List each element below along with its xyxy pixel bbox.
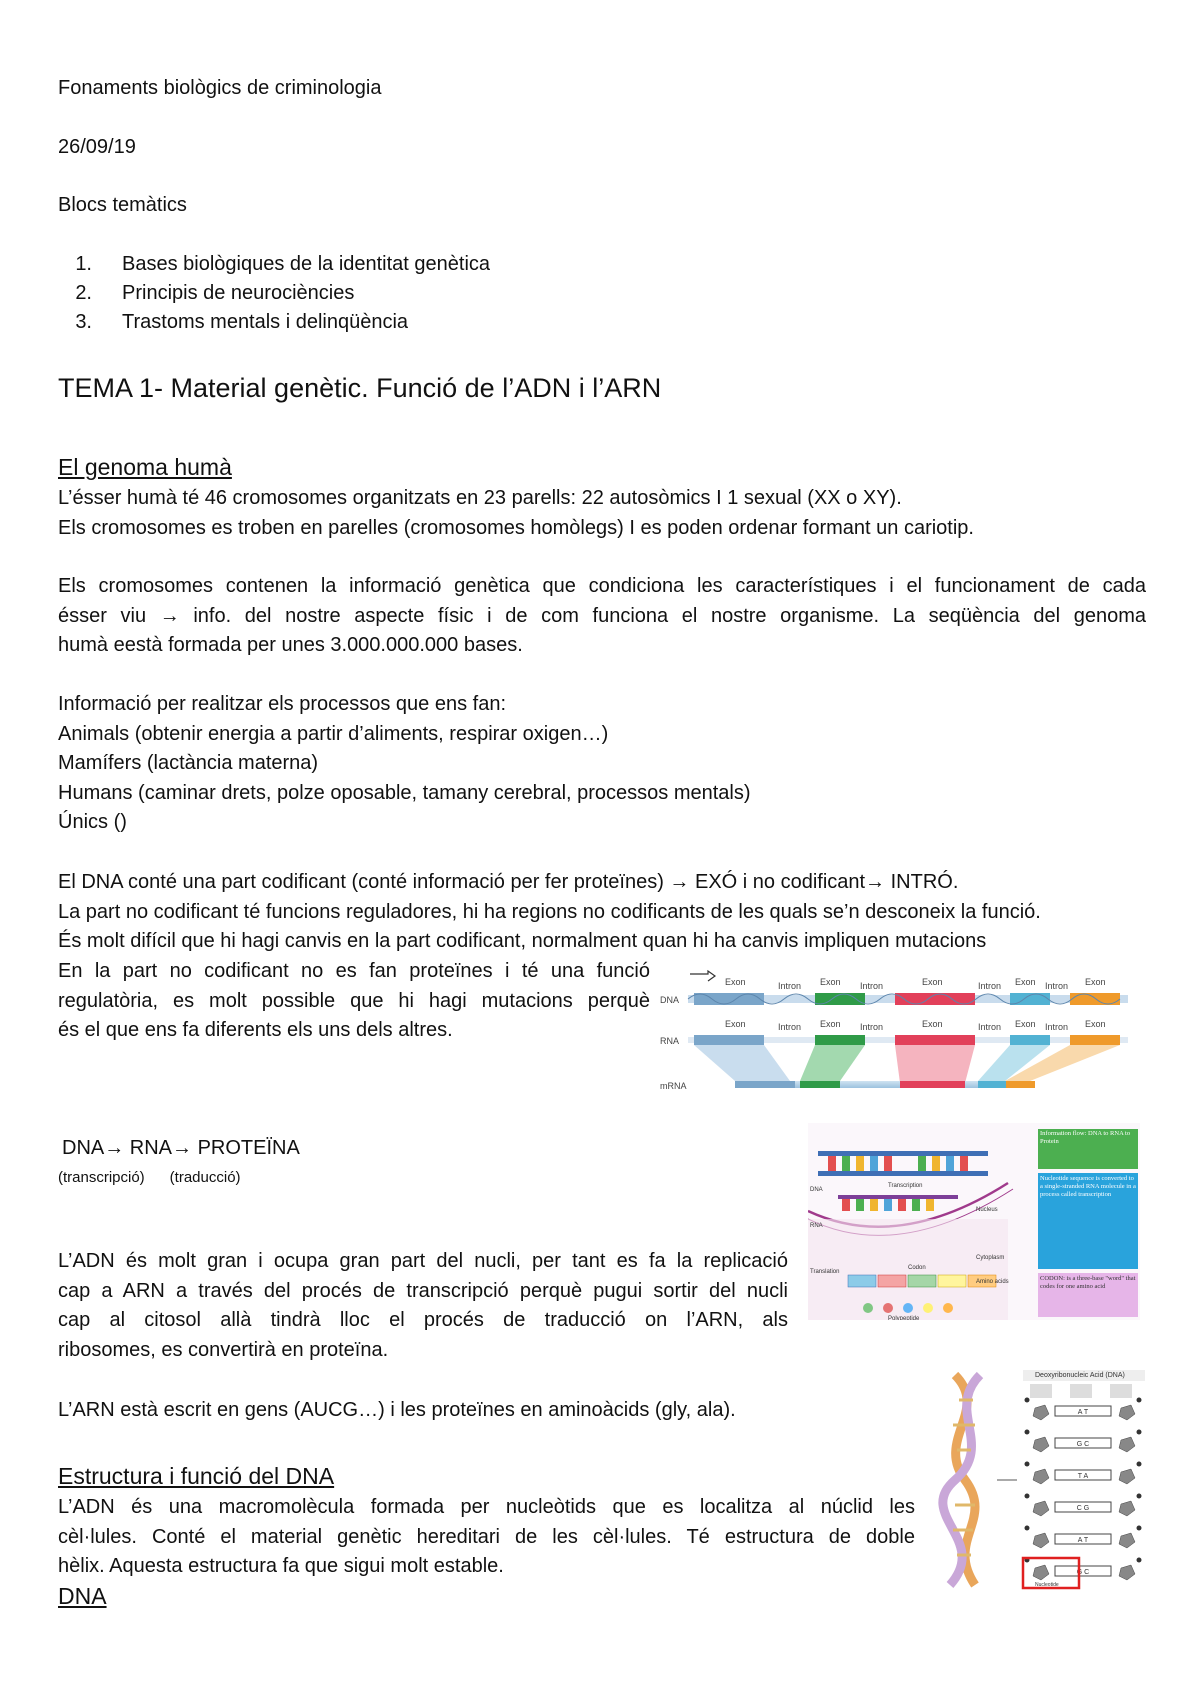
seg-label: Intron: [778, 981, 802, 991]
date: 26/09/19: [58, 136, 136, 158]
flow-line: DNA→ RNA→ PROTEÏNA: [62, 1137, 300, 1159]
svg-text:Exon: Exon: [725, 1019, 746, 1029]
fig-label: Polypeptide: [888, 1316, 920, 1320]
genome-paragraph-3: Informació per realitzar els processos que ens fan: Animals (obtenir energia a partir d’aliments, respirar oxigen…) Mamífers (lactància materna) Humans (caminar drets, polze oposable, tamany cerebral, processos mentals) Únics (): [58, 693, 751, 833]
course-title: Fonaments biològics de criminologia: [58, 77, 382, 99]
blocks-title: Blocs temàtics: [58, 194, 187, 216]
info-box: Nucleotide sequence is converted to a single-stranded RNA molecule in a process called transcription: [1040, 1175, 1136, 1198]
svg-text:Exon: Exon: [820, 1019, 841, 1029]
seg-label: Exon: [820, 977, 841, 987]
dna-heading: DNA: [58, 1583, 107, 1609]
fig-label: Amino acids: [976, 1279, 1009, 1285]
base-pair: T A: [1077, 1473, 1089, 1480]
blocks-list: [58, 250, 490, 337]
svg-text:Exon: Exon: [1015, 1019, 1036, 1029]
dna-strand: [688, 993, 1128, 1005]
row-label: DNA: [660, 995, 680, 1005]
seg-label: Intron: [978, 981, 1002, 991]
exon-intron-figure: [660, 965, 1140, 1100]
genome-paragraph-5: En la part no codificant no es fan proteïnes i té una funció regulatòria, es molt possible que hi hagi mutacions perquè és el que ens fa diferents els uns dels altres.: [58, 960, 650, 1041]
arn-paragraph: L’ARN està escrit en gens (AUCG…) i les proteïnes en aminoàcids (gly, ala).: [58, 1399, 736, 1421]
svg-text:Exon: Exon: [922, 1019, 943, 1029]
seg-label: Intron: [860, 981, 884, 991]
seg-label: Exon: [725, 977, 746, 987]
flow-sub: (transcripció) (traducció): [58, 1169, 241, 1186]
topic-title: TEMA 1- Material genètic. Funció de l’ADN i l’ARN: [58, 373, 662, 403]
list-item: 1. Bases biològiques de la identitat genètica: [75, 253, 491, 275]
genome-paragraph-4: El DNA conté una part codificant (conté informació per fer proteïnes) → EXÓ i no codificant→ INTRÓ. La part no codificant té funcions reguladores, hi ha regions no codificants de les quals se’n desconeix la funció. És molt difícil que hi hagi canvis en la part codificant, normalment quan hi ha canvis impliquen mutacions: [58, 871, 1041, 952]
svg-text:Intron: Intron: [778, 1022, 802, 1032]
row-label: mRNA: [660, 1081, 687, 1091]
fig-label: Translation: [810, 1269, 840, 1275]
genome-paragraph-1: L’ésser humà té 46 cromosomes organitzats en 23 parells: 22 autosòmics I 1 sexual (XX o XY). Els cromosomes es troben en parelles (cromosomes homòlegs) I es poden ordenar formant un cariotip.: [58, 487, 974, 539]
structure-heading: Estructura i funció del DNA: [58, 1463, 335, 1489]
base-pair: C G: [1076, 1505, 1090, 1512]
dna-figure-title: Deoxyribonucleic Acid (DNA): [1035, 1372, 1125, 1379]
fig-label: Transcription: [888, 1183, 923, 1189]
fig-label: Cytoplasm: [976, 1255, 1005, 1261]
genome-heading: El genoma humà: [58, 454, 232, 480]
transcription-figure: [808, 1123, 1140, 1320]
svg-text:Intron: Intron: [1045, 1022, 1069, 1032]
adn-paragraph: L’ADN és molt gran i ocupa gran part del nucli, per tant es fa la replicació cap a ARN a través del procés de transcripció perquè pugui sortir del nucli cap al citosol allà tindrà lloc el procés de traducció on l’ARN, als ribosomes, es convertirà en proteïna.: [58, 1250, 788, 1361]
fig-label: RNA: [810, 1223, 823, 1229]
base-pair: A T: [1077, 1537, 1089, 1544]
fig-label: Codon: [908, 1265, 926, 1271]
row-label: RNA: [660, 1036, 680, 1046]
dna-structure-figure: [935, 1370, 1145, 1590]
info-box: Information flow: DNA to RNA to Protein: [1040, 1130, 1131, 1145]
svg-text:Exon: Exon: [1085, 1019, 1106, 1029]
base-pair: G C: [1076, 1569, 1090, 1576]
seg-label: Exon: [1015, 977, 1036, 987]
base-pair: G C: [1076, 1441, 1090, 1448]
info-box: CODON: is a three-base "word" that codes for one amino acid: [1040, 1275, 1136, 1290]
base-pair: A T: [1077, 1409, 1089, 1416]
svg-text:Intron: Intron: [860, 1022, 884, 1032]
list-item: 3. Trastoms mentals i delinqüència: [75, 311, 409, 333]
highlight-label: Nucleotide: [1035, 1582, 1059, 1588]
list-item: 2. Principis de neurociències: [75, 282, 355, 304]
seg-label: Exon: [922, 977, 943, 987]
genome-paragraph-2: Els cromosomes contenen la informació genètica que condiciona les característiques i el funcionament de cada ésser viu → info. del nostre aspecte físic i de com funciona el nostre organisme. La seqüència del genoma humà eestà formada per unes 3.000.000.000 bases.: [58, 575, 1146, 656]
fig-label: Nucleus: [976, 1207, 998, 1213]
structure-paragraph: L’ADN és una macromolècula formada per nucleòtids que es localitza al núclid les cèl·lules. Conté el material genètic hereditari de les cèl·lules. Té estructura de doble hèlix. Aquesta estructura fa que sigui molt estable.: [58, 1496, 915, 1577]
svg-text:Intron: Intron: [978, 1022, 1002, 1032]
seg-label: Intron: [1045, 981, 1069, 991]
fig-label: DNA: [810, 1187, 823, 1193]
seg-label: Exon: [1085, 977, 1106, 987]
